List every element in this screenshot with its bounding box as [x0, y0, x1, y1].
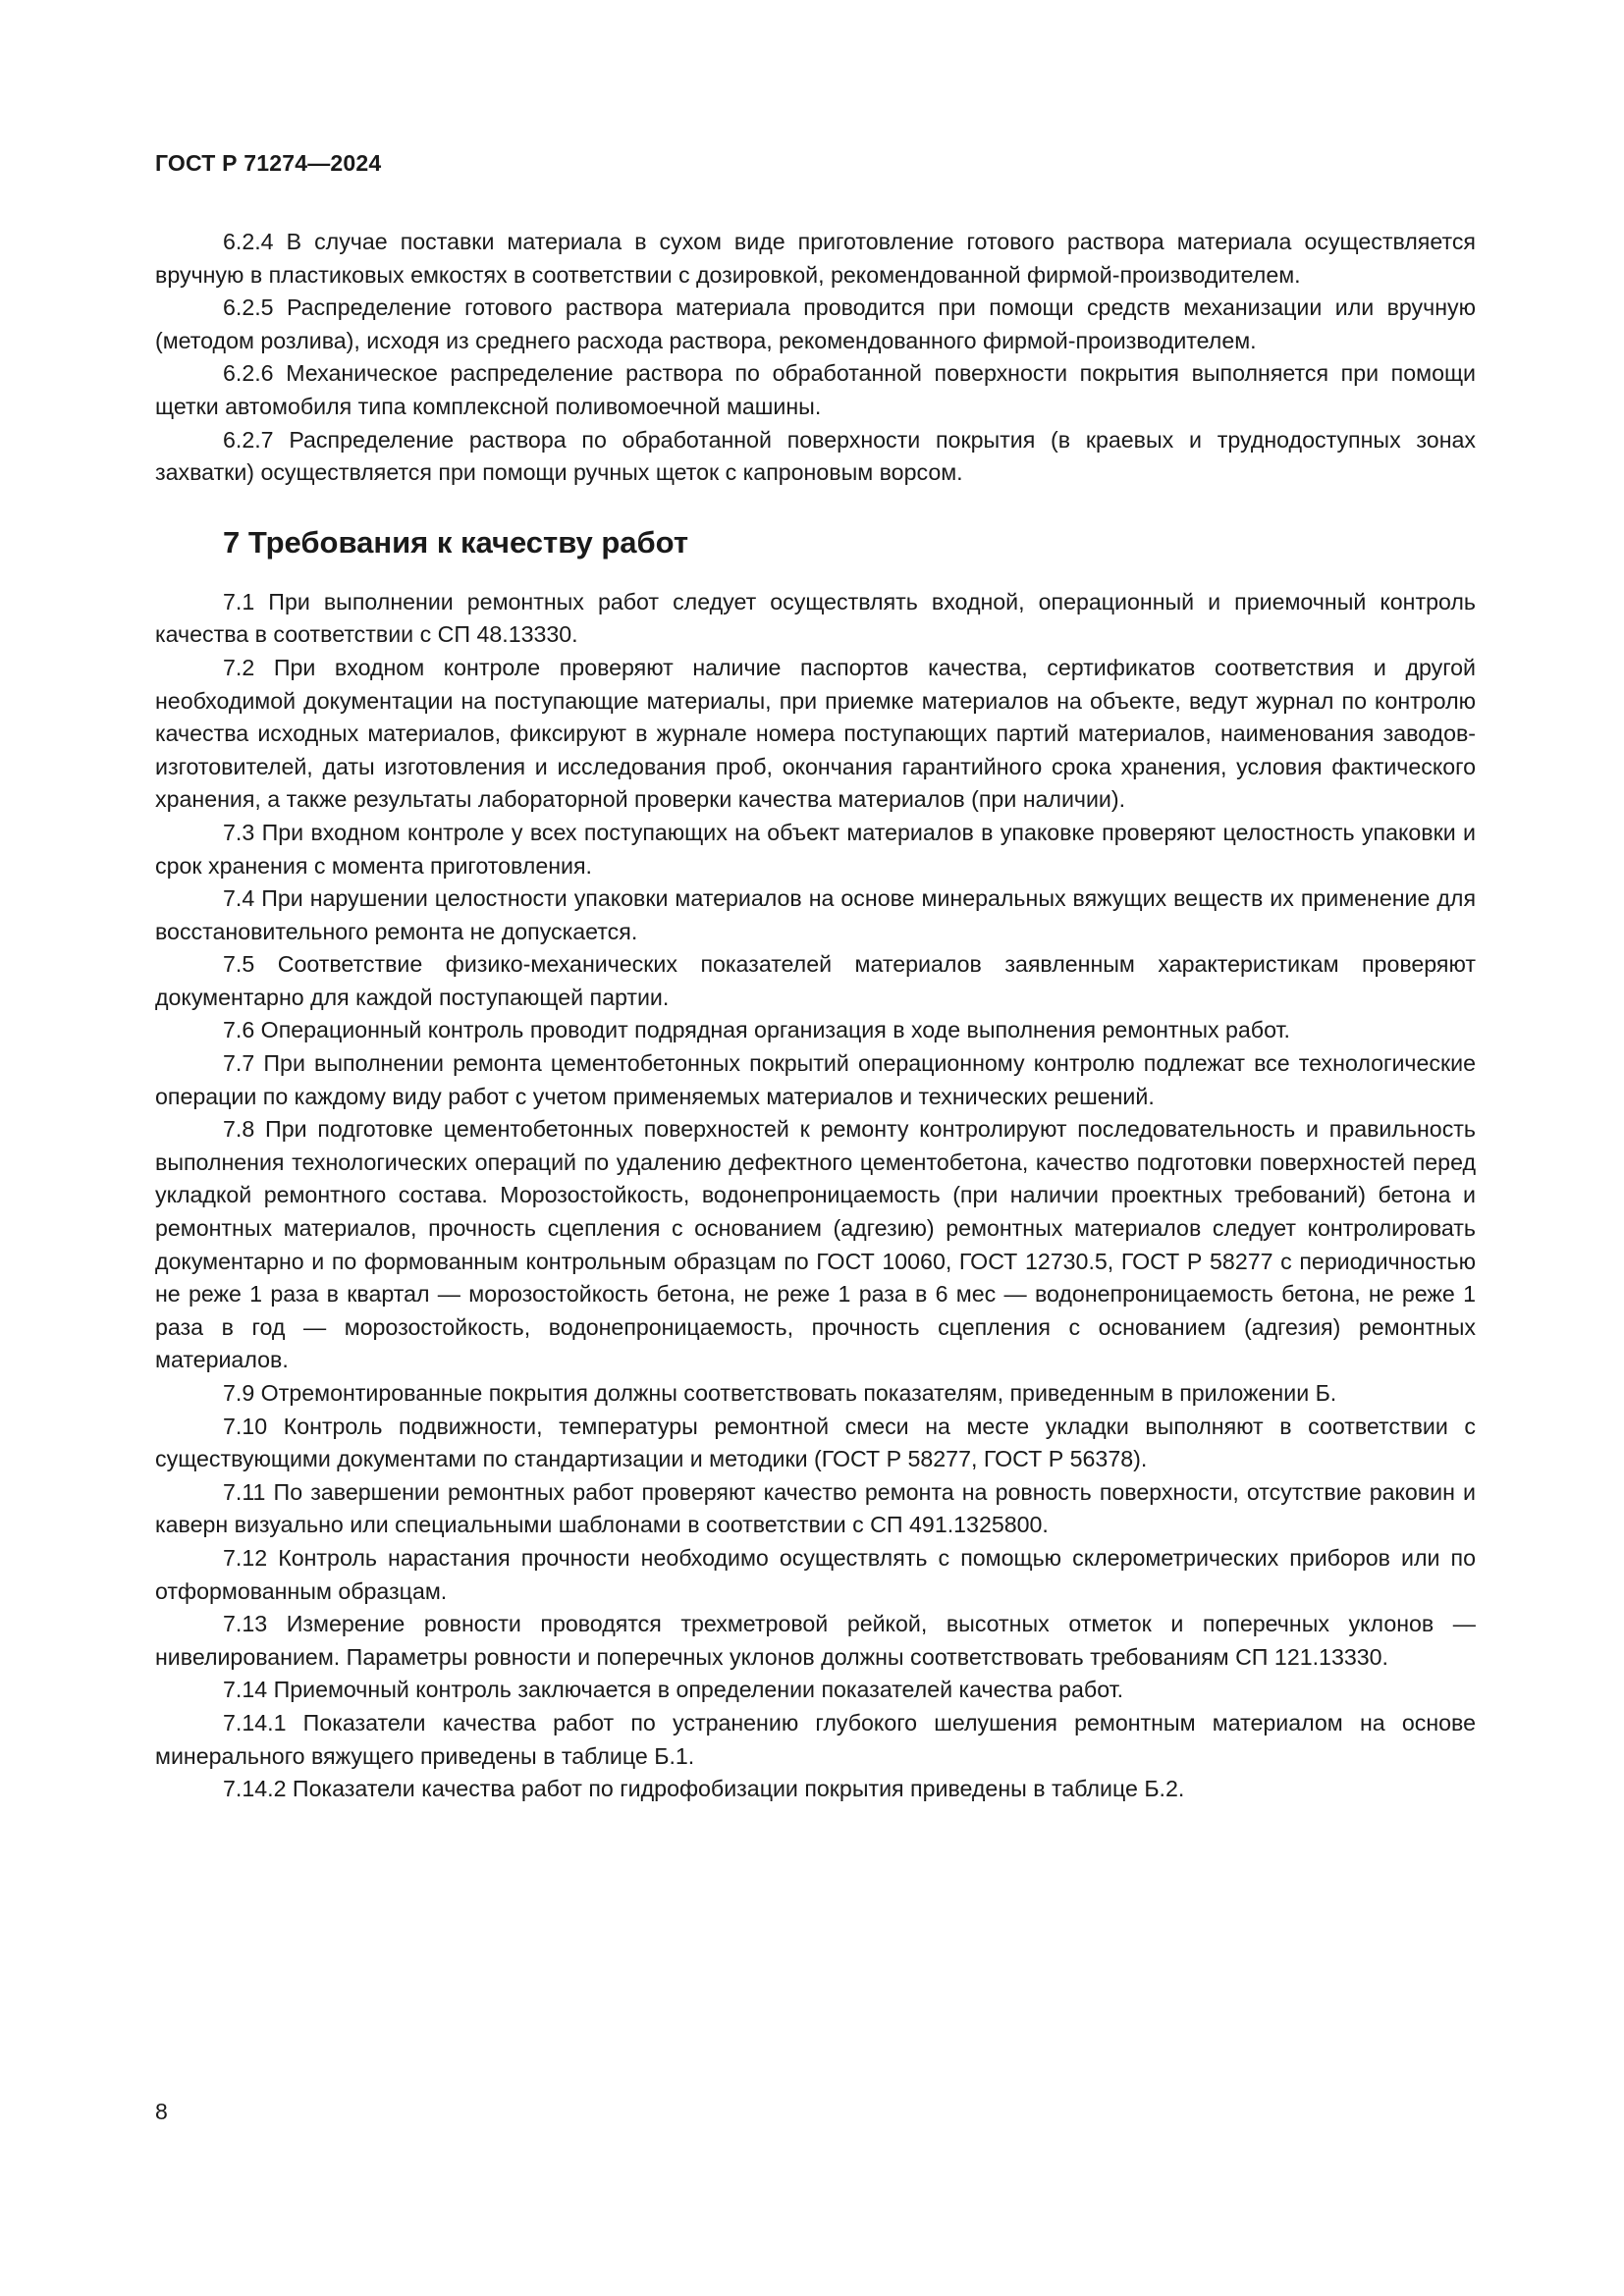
paragraph-7-5: 7.5 Соответствие физико-механических показателей материалов заявленным характеристикам проверяют документарно для каждой поступающей партии. [155, 951, 1476, 1010]
paragraph-7-14-2: 7.14.2 Показатели качества работ по гидрофобизации покрытия приведены в таблице Б.2. [223, 1776, 1185, 1802]
paragraph-6-2-5: 6.2.5 Распределение готового раствора материала проводится при помощи средств механизации или вручную (методом розлива), исходя из среднего расхода раствора, рекомендованного фирмой-производителем. [155, 294, 1476, 353]
paragraph-6-2-6: 6.2.6 Механическое распределение раствора по обработанной поверхности покрытия выполняется при помощи щетки автомобиля типа комплексной поливомоечной машины. [155, 360, 1476, 419]
paragraph-7-11: 7.11 По завершении ремонтных работ проверяют качество ремонта на ровность поверхности, отсутствие раковин и каверн визуально или специальными шаблонами в соответствии с СП 491.1325800. [155, 1478, 1476, 1538]
paragraph-7-4: 7.4 При нарушении целостности упаковки материалов на основе минеральных вяжущих веществ их применение для восстановительного ремонта не допускается. [155, 885, 1476, 944]
paragraph-7-7: 7.7 При выполнении ремонта цементобетонных покрытий операционному контролю подлежат все технологические операции по каждому виду работ с учетом применяемых материалов и технических решений. [155, 1050, 1476, 1109]
paragraph-7-3: 7.3 При входном контроле у всех поступающих на объект материалов в упаковке проверяют целостность упаковки и срок хранения с момента приготовления. [155, 819, 1476, 879]
document-body [155, 226, 1476, 1806]
paragraph-7-10: 7.10 Контроль подвижности, температуры ремонтной смеси на месте укладки выполняют в соответствии с существующими документами по стандартизации и методики (ГОСТ Р 58277, ГОСТ Р 56378). [155, 1413, 1476, 1472]
paragraph-7-14-1: 7.14.1 Показатели качества работ по устранению глубокого шелушения ремонтным материалом на основе минерального вяжущего приведены в таблице Б.1. [155, 1709, 1476, 1769]
section-heading: 7 Требования к качеству работ [223, 524, 689, 560]
paragraph-7-8: 7.8 При подготовке цементобетонных поверхностей к ремонту контролируют последовательность и правильность выполнения технологических операций по удалению дефектного цементобетона, качество подготовки поверхностей перед укладкой ремонтного состава. Морозостойкость, водонепроницаемость (при наличии проектных требований) бетона и ремонтных материалов, прочность сцепления с основанием (адгезию) ремонтных материалов следует контролировать документарно и по формованным контрольным образцам по ГОСТ 10060, ГОСТ 12730.5, ГОСТ Р 58277 с периодичностью не реже 1 раза в квартал — морозостойкость бетона, не реже 1 раза в 6 мес — водонепроницаемость бетона, не реже 1 раза в год — морозостойкость, водонепроницаемость, прочность сцепления с основанием (адгезия) ремонтных материалов. [155, 1116, 1476, 1373]
paragraph-7-12: 7.12 Контроль нарастания прочности необходимо осуществлять с помощью склерометрических приборов или по отформованным образцам. [155, 1544, 1476, 1604]
document-header: ГОСТ Р 71274—2024 [155, 150, 382, 176]
paragraph-7-2: 7.2 При входном контроле проверяют наличие паспортов качества, сертификатов соответствия и другой необходимой документации на поступающие материалы, при приемке материалов на объекте, ведут журнал по контролю качества исходных материалов, фиксируют в журнале номера поступающих партий материалов, наименования заводов-изготовителей, даты изготовления и исследования проб, окончания гарантийного срока хранения, условия фактического хранения, а также результаты лабораторной проверки качества материалов (при наличии). [155, 654, 1476, 813]
paragraph-7-1: 7.1 При выполнении ремонтных работ следует осуществлять входной, операционный и приемочный контроль качества в соответствии с СП 48.13330. [155, 588, 1476, 648]
page-number: 8 [155, 2099, 168, 2124]
paragraph-7-13: 7.13 Измерение ровности проводятся трехметровой рейкой, высотных отметок и поперечных уклонов — нивелированием. Параметры ровности и поперечных уклонов должны соответствовать требованиям СП 121.13330. [155, 1611, 1476, 1670]
paragraph-6-2-7: 6.2.7 Распределение раствора по обработанной поверхности покрытия (в краевых и труднодоступных зонах захватки) осуществляется при помощи ручных щеток с капроновым ворсом. [155, 426, 1476, 486]
paragraph-7-9: 7.9 Отремонтированные покрытия должны соответствовать показателям, приведенным в приложении Б. [223, 1380, 1337, 1406]
paragraph-7-14: 7.14 Приемочный контроль заключается в определении показателей качества работ. [223, 1677, 1124, 1703]
paragraph-6-2-4: 6.2.4 В случае поставки материала в сухом виде приготовление готового раствора материала осуществляется вручную в пластиковых емкостях в соответствии с дозировкой, рекомендованной фирмой-производителем. [155, 229, 1476, 288]
paragraph-7-6: 7.6 Операционный контроль проводит подрядная организация в ходе выполнения ремонтных работ. [223, 1017, 1290, 1043]
